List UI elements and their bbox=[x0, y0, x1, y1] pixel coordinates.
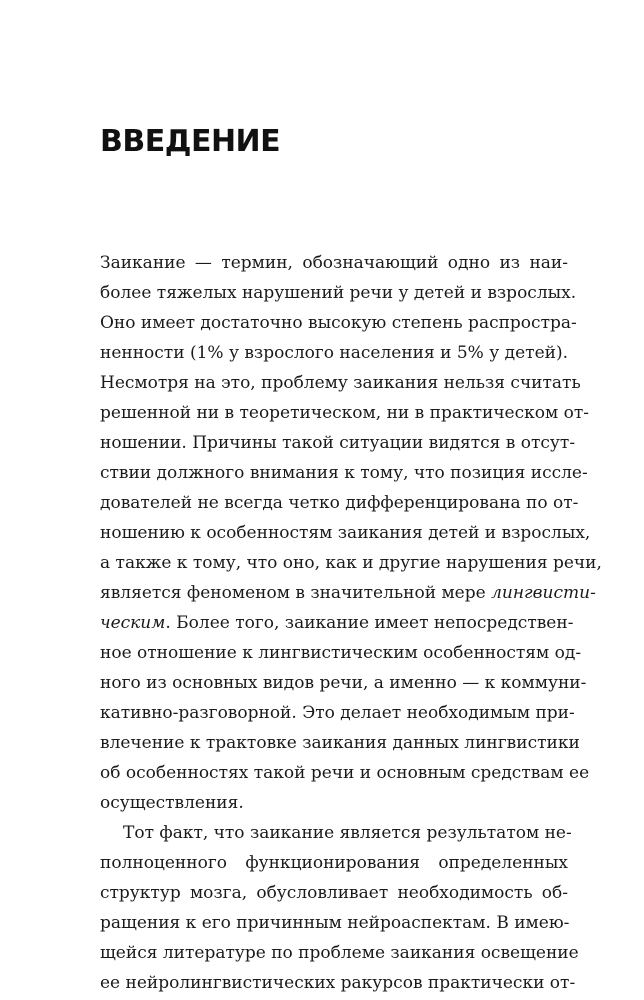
text-line: ненности (1% у взрослого населения и 5% у детей). bbox=[100, 343, 568, 363]
text-line: ное отношение к лингвистическим особенностям од- bbox=[100, 643, 582, 663]
text-line: Тот факт, что заикание является результатом не- bbox=[123, 823, 572, 843]
paragraph-1 bbox=[100, 248, 602, 818]
italic-term: лингвисти- bbox=[491, 583, 596, 603]
text-line: ного из основных видов речи, а именно — к коммуни- bbox=[100, 673, 587, 693]
text-line: щейся литературе по проблеме заикания освещение bbox=[100, 943, 579, 963]
text-line: более тяжелых нарушений речи у детей и взрослых. bbox=[100, 283, 577, 303]
body-text bbox=[100, 248, 602, 998]
text-line: полноценного функционирования определенных bbox=[100, 853, 568, 873]
text-line: а также к тому, что оно, как и другие нарушения речи, bbox=[100, 553, 602, 573]
text-line: ношении. Причины такой ситуации видятся в отсут- bbox=[100, 433, 576, 453]
text-line: кативно-разговорной. Это делает необходимым при- bbox=[100, 703, 575, 723]
text-line: влечение к трактовке заикания данных лингвистики bbox=[100, 733, 580, 753]
text-line: дователей не всегда четко дифференцирована по от- bbox=[100, 493, 579, 513]
text-line: Заикание — термин, обозначающий одно из наи- bbox=[100, 253, 568, 273]
chapter-title: ВВЕДЕНИЕ bbox=[100, 124, 281, 159]
text-line-mixed bbox=[100, 608, 574, 638]
text-line: осуществления. bbox=[100, 793, 244, 813]
text-line: Оно имеет достаточно высокую степень распростра- bbox=[100, 313, 577, 333]
text-line: Несмотря на это, проблему заикания нельзя считать bbox=[100, 373, 581, 393]
text-segment: является феноменом в значительной мере bbox=[100, 583, 492, 603]
paragraph-2 bbox=[100, 818, 579, 998]
text-line: об особенностях такой речи и основным средствам ее bbox=[100, 763, 590, 783]
text-line: ствии должного внимания к тому, что позиция иссле- bbox=[100, 463, 588, 483]
text-line: ращения к его причинным нейроаспектам. В имею- bbox=[100, 913, 570, 933]
text-segment: . Более того, заикание имеет непосредствен- bbox=[165, 613, 574, 633]
text-line: ее нейролингвистических ракурсов практически от- bbox=[100, 973, 576, 993]
text-line: решенной ни в теоретическом, ни в практическом от- bbox=[100, 403, 590, 423]
text-line-mixed bbox=[100, 578, 596, 608]
italic-term: ческим bbox=[100, 613, 166, 633]
text-line: структур мозга, обусловливает необходимость об- bbox=[100, 883, 568, 903]
text-line: ношению к особенностям заикания детей и взрослых, bbox=[100, 523, 591, 543]
